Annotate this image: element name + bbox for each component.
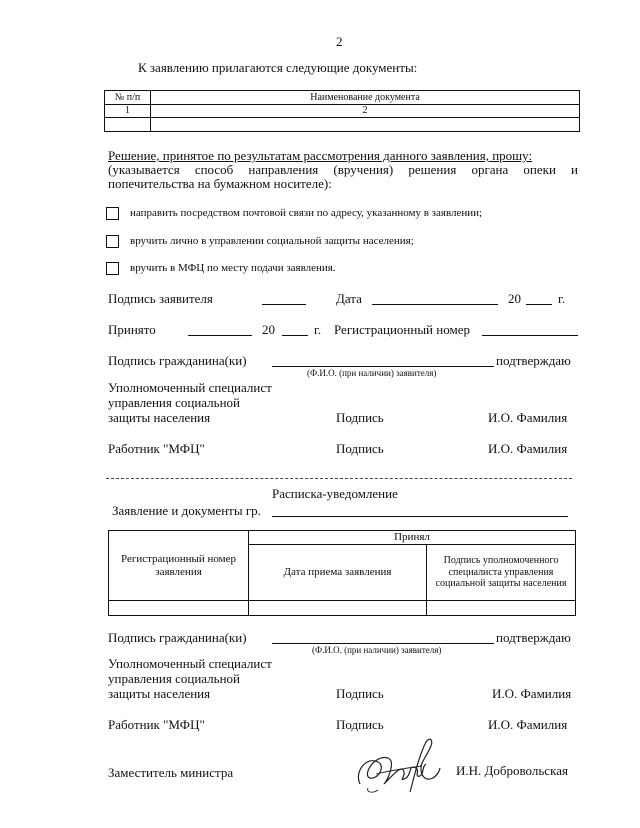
receipt-sign-header: Подпись уполномоченного специалиста управления социальной защиты населения <box>427 545 576 601</box>
receipt-title: Расписка-уведомление <box>272 486 398 501</box>
receipt-specialist-line-2: управления социальной <box>108 671 240 686</box>
handwritten-signature-icon <box>348 734 452 800</box>
option-post-label: направить посредством почтовой связи по адресу, указанному в заявлении; <box>130 207 483 219</box>
option-personal-checkbox[interactable] <box>106 235 119 248</box>
accepted-date-line[interactable] <box>188 335 252 336</box>
cut-line <box>106 478 572 479</box>
receipt-specialist-line-1: Уполномоченный специалист <box>108 656 272 671</box>
date-label: Дата <box>336 291 362 306</box>
receipt-accepted-header: Принял <box>249 531 576 545</box>
mfc-worker-label: Работник "МФЦ" <box>108 441 205 456</box>
year-line[interactable] <box>526 304 552 305</box>
attachments-table <box>104 90 580 132</box>
registration-number-line[interactable] <box>482 335 578 336</box>
col-num-index: 1 <box>105 105 151 118</box>
receipt-date-cell[interactable] <box>249 601 427 616</box>
specialist-line-3: защиты населения <box>108 410 211 425</box>
accepted-year-suffix: г. <box>314 322 322 337</box>
col-name-header: Наименование документа <box>151 91 580 105</box>
option-post-checkbox[interactable] <box>106 207 119 220</box>
col-name-index: 2 <box>151 105 580 118</box>
receipt-docs-label: Заявление и документы гр. <box>112 503 261 518</box>
option-mfc-label: вручить в МФЦ по месту подачи заявления. <box>130 262 336 274</box>
option-personal-label: вручить лично в управлении социальной защиты населения; <box>130 235 414 247</box>
footer-position: Заместитель министра <box>108 765 234 780</box>
specialist-line-1: Уполномоченный специалист <box>108 380 272 395</box>
receipt-specialist-name: И.О. Фамилия <box>492 686 572 701</box>
receipt-mfc-worker-name: И.О. Фамилия <box>488 717 568 732</box>
option-mfc-checkbox[interactable] <box>106 262 119 275</box>
mfc-signature-label: Подпись <box>336 441 384 456</box>
date-line[interactable] <box>372 304 498 305</box>
accepted-label: Принято <box>108 322 156 337</box>
decision-title: Решение, принятое по результатам рассмотрения данного заявления, прошу: <box>108 148 533 163</box>
receipt-table <box>108 530 576 616</box>
col-num-header: № п/п <box>105 91 151 105</box>
receipt-mfc-worker-label: Работник "МФЦ" <box>108 717 205 732</box>
page-number: 2 <box>336 34 343 49</box>
accepted-year-prefix: 20 <box>262 322 275 337</box>
footer-name: И.Н. Добровольская <box>456 763 568 778</box>
specialist-name: И.О. Фамилия <box>488 410 568 425</box>
receipt-confirm-label: подтверждаю <box>496 630 571 645</box>
mfc-worker-name: И.О. Фамилия <box>488 441 568 456</box>
attachments-heading: К заявлению прилагаются следующие документы: <box>138 60 418 75</box>
receipt-sign-cell[interactable] <box>427 601 576 616</box>
specialist-signature-label: Подпись <box>336 410 384 425</box>
registration-number-label: Регистрационный номер <box>334 322 470 337</box>
applicant-signature-label: Подпись заявителя <box>108 291 213 306</box>
receipt-citizen-signature-label: Подпись гражданина(ки) <box>108 630 247 645</box>
receipt-citizen-fio-line[interactable] <box>272 643 494 644</box>
receipt-fio-hint: (Ф.И.О. (при наличии) заявителя) <box>312 645 442 655</box>
year-prefix: 20 <box>508 291 521 306</box>
receipt-specialist-signature-label: Подпись <box>336 686 384 701</box>
confirm-label: подтверждаю <box>496 353 571 368</box>
applicant-signature-line[interactable] <box>262 304 306 305</box>
receipt-reg-cell[interactable] <box>109 601 249 616</box>
year-suffix: г. <box>558 291 566 306</box>
accepted-year-line[interactable] <box>282 335 308 336</box>
receipt-reg-header: Регистрационный номер заявления <box>109 531 249 601</box>
receipt-specialist-line-3: защиты населения <box>108 686 211 701</box>
decision-note: (указывается способ направления (вручения) решения органа опеки и попечительства на бумажном носителе): <box>108 162 578 191</box>
fio-hint: (Ф.И.О. (при наличии) заявителя) <box>307 368 437 378</box>
citizen-fio-line[interactable] <box>272 366 494 367</box>
receipt-mfc-signature-label: Подпись <box>336 717 384 732</box>
attachment-name-cell[interactable] <box>151 118 580 132</box>
receipt-name-line[interactable] <box>272 516 568 517</box>
citizen-signature-label: Подпись гражданина(ки) <box>108 353 247 368</box>
specialist-line-2: управления социальной <box>108 395 240 410</box>
receipt-date-header: Дата приема заявления <box>249 545 427 601</box>
attachment-num-cell[interactable] <box>105 118 151 132</box>
